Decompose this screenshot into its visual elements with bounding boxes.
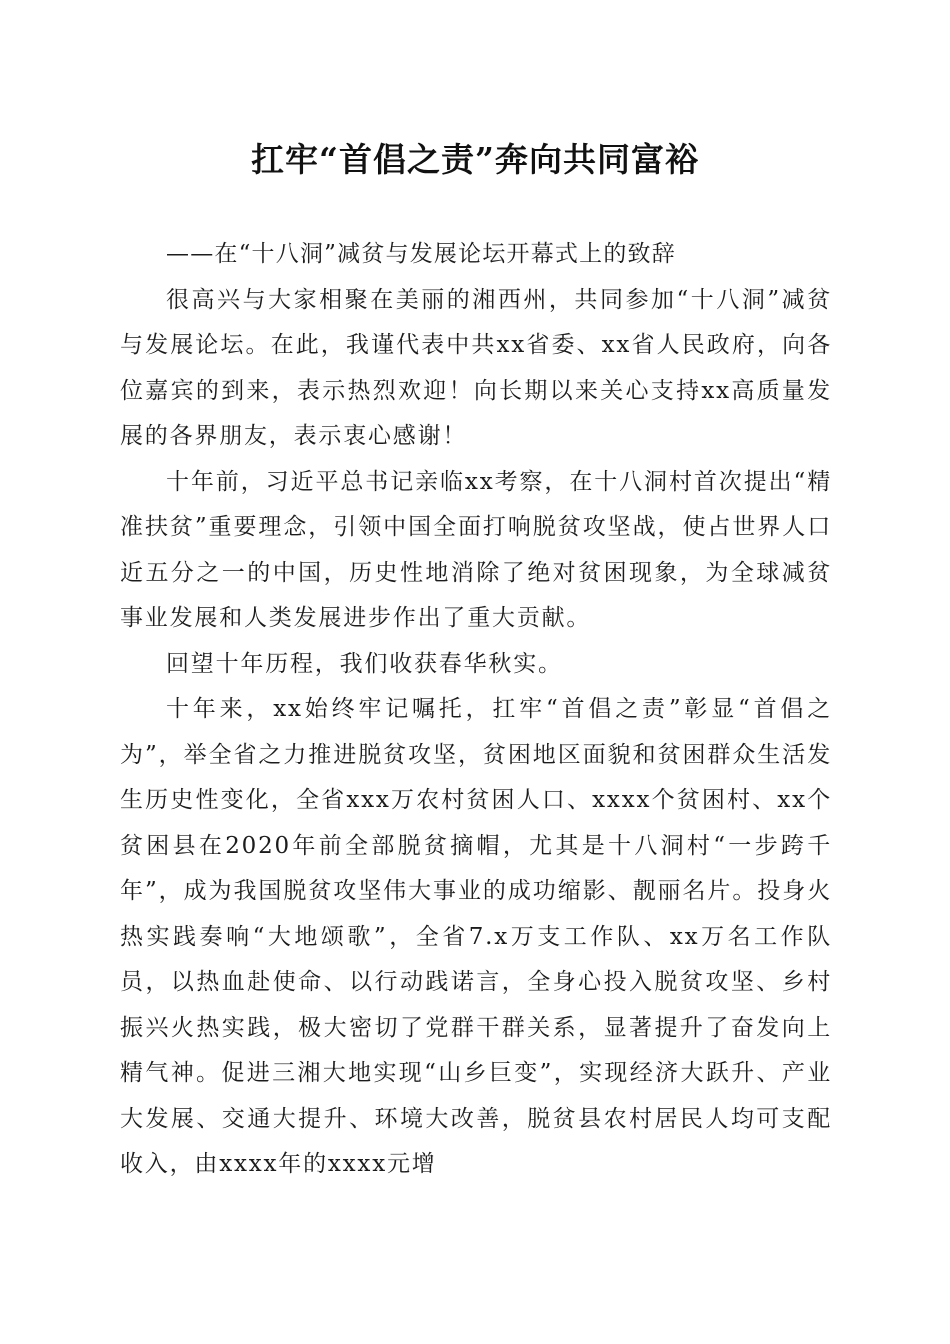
paragraph-review: 回望十年历程，我们收获春华秋实。 (166, 650, 563, 677)
document-title: 扛牢“首倡之责”奔向共同富裕 (251, 140, 699, 179)
paragraph-ten-years-ago: 十年前，习近平总书记亲临xx考察，在十八洞村首次提出“精准扶贫”重要理念，引领中国全面打响脱贫攻坚战，使占世界人口近五分之一的中国，历史性地消除了绝对贫困现象，为全球减贫事业发展和人类发展进步作出了重大贡献。 (120, 468, 832, 631)
document-body (120, 232, 832, 1188)
paragraph-achievements: 十年来，xx始终牢记嘱托，扛牢“首倡之责”彰显“首倡之为”，举全省之力推进脱贫攻坚，贫困地区面貌和贫困群众生活发生历史性变化，全省xxx万农村贫困人口、xxxx个贫困村、xx个贫困县在2020年前全部脱贫摘帽，尤其是十八洞村“一步跨千年”，成为我国脱贫攻坚伟大事业的成功缩影、靓丽名片。投身火热实践奏响“大地颂歌”，全省7.x万支工作队、xx万名工作队员，以热血赴使命、以行动践诺言，全身心投入脱贫攻坚、乡村振兴火热实践，极大密切了党群干群关系，显著提升了奋发向上精气神。促进三湘大地实现“山乡巨变”，实现经济大跃升、产业大发展、交通大提升、环境大改善，脱贫县农村居民人均可支配收入，由xxxx年的xxxx元增 (120, 696, 832, 1177)
document-subtitle: ——在“十八洞”减贫与发展论坛开幕式上的致辞 (166, 241, 676, 267)
paragraph-welcome: 很高兴与大家相聚在美丽的湘西州，共同参加“十八洞”减贫与发展论坛。在此，我谨代表中共xx省委、xx省人民政府，向各位嘉宾的到来，表示热烈欢迎！向长期以来关心支持xx高质量发展的各界朋友，表示衷心感谢！ (120, 286, 832, 449)
